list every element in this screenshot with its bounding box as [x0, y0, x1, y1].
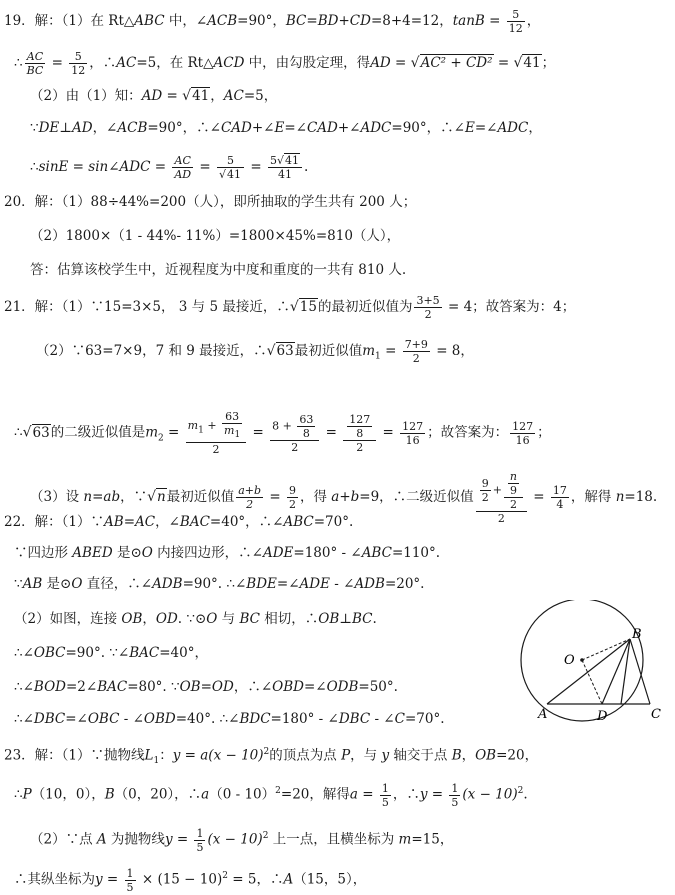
text: =: [380, 343, 401, 359]
text: =: [378, 424, 399, 441]
text: =: [390, 55, 411, 71]
text: ，: [210, 88, 224, 104]
text: OBC: [87, 711, 120, 727]
text: ∴∠: [14, 645, 34, 661]
text: ADB: [354, 576, 385, 592]
text: .: [523, 786, 528, 803]
text: = 5，∴: [227, 871, 284, 888]
fraction: $\frac{1}{5}$: [451, 781, 459, 809]
text: （0 - 10）: [209, 786, 276, 803]
text: OBD: [272, 679, 304, 695]
p23-line1: [4, 742, 538, 771]
p19-line4: [30, 118, 542, 138]
text: OB: [121, 611, 143, 627]
text: AD: [370, 55, 391, 71]
text: BD: [317, 13, 339, 29]
text: =20，: [496, 747, 539, 764]
text: BC: [351, 611, 373, 627]
text: =: [357, 786, 378, 803]
text: ADC: [360, 120, 392, 136]
text: =70°.: [404, 711, 445, 727]
p22-line2: [14, 543, 440, 563]
text: ，∴: [89, 55, 117, 71]
text: = 4；故答案为：4；: [443, 299, 576, 315]
text: =50°.: [358, 679, 398, 695]
text: ADC: [497, 120, 529, 136]
text: BDE: [246, 576, 277, 592]
text: 相切，∴: [259, 611, 319, 627]
text: ∵四边形: [14, 545, 73, 561]
sqrt: 63: [276, 343, 294, 359]
fraction: $\frac{5√41}{41}$: [268, 154, 302, 181]
fraction: $\frac{\frac{127}{8}}{2}$: [343, 413, 376, 454]
text: =40°. ∴∠: [175, 711, 240, 727]
text: ，解得: [570, 489, 616, 505]
text: =∠: [276, 576, 300, 592]
text: ∴∠: [14, 711, 34, 727]
text: 直径，∴∠: [82, 576, 153, 592]
text: AD: [141, 88, 163, 104]
text: =5，: [243, 88, 278, 104]
text: ODB: [326, 679, 359, 695]
text: （15，5），: [293, 871, 367, 888]
text: ADE: [299, 576, 330, 592]
p19-line3: （2）由（1）知：AD = √41，AC=5，: [30, 88, 278, 104]
p20-line3: 答：估算该校学生中，近视程度为中度和重度的一共有 810 人.: [30, 262, 407, 278]
text: ADB: [152, 576, 183, 592]
fraction: $m_1$ + $\frac{63}{m_1}$ 2: [186, 410, 247, 456]
text: =8+4=12，: [370, 13, 453, 29]
fraction: $\frac{AC}{BC}$: [26, 50, 44, 77]
text: ∵: [30, 120, 39, 136]
text: ，∴∠: [233, 679, 273, 695]
text: . ∵⊙: [177, 611, 207, 627]
p22-line3: [14, 574, 424, 594]
text: （2）∵点: [30, 831, 97, 848]
label-b: B: [632, 627, 642, 642]
text: =∠: [284, 120, 307, 136]
text: ；: [541, 55, 556, 71]
text: AC: [135, 514, 156, 530]
text: =: [150, 159, 171, 175]
text: =: [102, 871, 123, 888]
p19-line1: [4, 8, 540, 35]
text: DE: [38, 120, 60, 136]
text: ；: [537, 424, 551, 441]
text: OB: [318, 611, 340, 627]
text: OBC: [33, 645, 66, 661]
text: +∠: [251, 120, 275, 136]
text: BDC: [239, 711, 271, 727]
text: ABED: [72, 545, 113, 561]
fraction: $\frac{7+9}{2}$: [404, 338, 428, 365]
text: OB: [475, 747, 497, 764]
text: 最初近似值: [294, 343, 363, 359]
text: 内接四边形，∴∠: [152, 545, 263, 561]
text: ADE: [262, 545, 294, 561]
text: sin∠ADC: [88, 159, 151, 175]
text: ACB: [207, 13, 238, 29]
p21-line1: 21．解：（1）∵15=3×5， 3 与 5 最接近，∴√15的最初近似值为 $\frac{3+5}{2}$ = 4；故答案为：4；: [4, 294, 576, 321]
text: =: [321, 424, 342, 441]
text: - ∠: [329, 576, 355, 592]
text: ACB: [117, 120, 148, 136]
text: 最初近似值: [166, 489, 235, 505]
text: A: [283, 871, 294, 888]
fraction: $\frac{5}{12}$: [508, 8, 523, 35]
text: n: [83, 489, 93, 505]
label-d: D: [597, 709, 608, 724]
text: y: [164, 831, 173, 848]
text: ∴: [14, 55, 23, 71]
superscript: 2: [517, 786, 524, 796]
superscript: 2: [263, 747, 270, 757]
p22-line4: [14, 609, 377, 629]
text: 为抛物线: [106, 831, 165, 848]
text: =∠: [65, 711, 88, 727]
text: O: [206, 611, 218, 627]
text: - ∠: [119, 711, 144, 727]
text: a+b: [331, 489, 360, 505]
fraction: $\frac{127}{16}$: [402, 419, 424, 447]
text: 的二级近似值是: [50, 424, 146, 441]
text: =180° - ∠: [293, 545, 362, 561]
fraction: $\frac{9}{2}$ + $\frac{\frac{n}{9}}{2}$ 2: [476, 470, 527, 525]
text: =90°. ∴∠: [182, 576, 247, 592]
text: 与: [217, 611, 240, 627]
sqrt: 15: [299, 299, 317, 315]
text: ab: [103, 489, 121, 505]
label-a: A: [538, 707, 548, 722]
p22-line7: [14, 709, 445, 729]
text: ∴∠: [14, 679, 34, 695]
text: - ∠: [370, 711, 395, 727]
p23-line4: [14, 866, 366, 894]
text: =: [265, 489, 285, 505]
text: m: [398, 831, 412, 848]
text: m: [145, 424, 159, 441]
p21-line3: ∴√63的二级近似值是$m_2$ = $m_1$ + $\frac{63}{m_1}$ 2 = 8 + $\frac{63}{8}$ 2 = $\frac{\frac{127}{8}}{2}$ = $\frac{127}{16}$ ；故答案为： $\frac{127}{16}$ ；: [14, 410, 551, 457]
text: =: [123, 514, 136, 530]
text: =40°，: [159, 645, 208, 661]
text: 上一点，且横坐标为: [268, 831, 399, 848]
p20-line1: 20．解：（1）88÷44%=200（人），即所抽取的学生共有 200 人；: [4, 194, 417, 210]
text: .: [372, 611, 377, 627]
text: y: [419, 786, 428, 803]
text: =: [248, 424, 269, 441]
text: B: [104, 786, 115, 803]
text: ⊥: [59, 120, 72, 136]
text: ：: [159, 747, 173, 764]
superscript: 2: [275, 786, 281, 796]
text: =: [306, 13, 318, 29]
text: =: [427, 786, 448, 803]
text: =: [163, 424, 184, 441]
text: OD: [211, 679, 234, 695]
text: =90°. ∵∠: [65, 645, 130, 661]
text: ∴: [30, 159, 39, 175]
text: （3）设: [30, 489, 84, 505]
text: =15，: [411, 831, 454, 848]
fraction: $\frac{1}{5}$: [126, 866, 134, 894]
text: ；故答案为：: [427, 424, 509, 441]
text: a: [349, 786, 358, 803]
segment-od: [582, 660, 602, 704]
text: （2）∵63=7×9，7 和 9 最接近，∴: [36, 343, 267, 359]
text: C: [394, 711, 405, 727]
text: ，与: [350, 747, 382, 764]
p20-line2: （2）1800×（1 - 44%- 11%）=1800×45%=810（人），: [30, 228, 401, 244]
text: ∵: [14, 576, 23, 592]
text: =: [246, 159, 266, 175]
text: 轴交于点: [389, 747, 452, 764]
text: B: [451, 747, 462, 764]
fraction: $\frac{1}{5}$: [196, 826, 204, 854]
sqrt: 41: [523, 55, 541, 71]
fraction: $\frac{127}{16}$: [512, 419, 534, 447]
text: y: [95, 871, 103, 888]
text: AB: [104, 514, 124, 530]
p22-line5: [14, 643, 208, 663]
text: ∴: [14, 424, 23, 441]
text: =180° - ∠: [270, 711, 339, 727]
subscript: 1: [375, 351, 381, 362]
fraction: $\frac{5}{√41}$: [217, 154, 244, 181]
text: m: [362, 343, 376, 359]
text: =: [529, 489, 549, 505]
text: ，∠: [155, 514, 180, 530]
text: =18.: [624, 489, 658, 505]
text: 19．解：（1）在 Rt△: [4, 13, 135, 29]
text: P: [341, 747, 351, 764]
text: =: [484, 13, 505, 29]
text: =40°，∴∠: [209, 514, 284, 530]
text: CD: [349, 13, 371, 29]
text: =: [162, 88, 183, 104]
text: （0，20），∴: [114, 786, 202, 803]
center-dot: [580, 658, 584, 662]
text: =: [493, 55, 514, 71]
text: 21．解：（1）∵15=3×5， 3 与 5 最接近，∴: [4, 299, 290, 315]
sqrt: 63: [32, 424, 50, 441]
text: DBC: [338, 711, 371, 727]
text: BOD: [33, 679, 66, 695]
text: ，: [142, 611, 156, 627]
fraction: $\frac{3+5}{2}$: [416, 294, 440, 321]
sqrt: 41: [192, 88, 210, 104]
fraction: $\frac{1}{5}$: [381, 781, 389, 809]
text: 中，由勾股定理，得: [244, 55, 371, 71]
text: OBD: [143, 711, 176, 727]
sqrt: AC² + CD²: [420, 55, 493, 71]
text: ABC: [361, 545, 392, 561]
fraction: $\frac{5}{12}$: [71, 50, 86, 77]
text: × (15 − 10): [137, 871, 223, 888]
text: ，: [526, 13, 541, 29]
p23-line2: [14, 781, 528, 809]
text: BAC: [97, 679, 128, 695]
p22-line1: [4, 512, 353, 532]
text: AC: [116, 55, 137, 71]
text: （2）由（1）知：: [30, 88, 142, 104]
text: ，∠: [92, 120, 118, 136]
text: =80°. ∵: [127, 679, 180, 695]
text: sinE: [38, 159, 69, 175]
text: 是⊙: [42, 576, 72, 592]
text: y = a(x − 10): [172, 747, 264, 764]
text: O: [141, 545, 153, 561]
text: =5，在 Rt△: [136, 55, 214, 71]
text: BAC: [129, 645, 160, 661]
text: （2）如图，连接: [14, 611, 122, 627]
text: =: [68, 159, 89, 175]
text: ⊥: [339, 611, 352, 627]
p21-line2: （2）∵63=7×9，7 和 9 最接近，∴√63最初近似值$m_1$ = $\frac{7+9}{2}$ = 8，: [36, 338, 474, 365]
text: ABC: [283, 514, 314, 530]
p19-line5: [30, 154, 308, 181]
text: =∠: [474, 120, 498, 136]
fraction: 8 + $\frac{63}{8}$ 2: [270, 413, 319, 454]
text: DBC: [33, 711, 66, 727]
text: ∴其纵坐标为: [14, 871, 95, 888]
text: +∠: [337, 120, 361, 136]
text: P: [22, 786, 32, 803]
text: A: [96, 831, 107, 848]
text: ，∵: [120, 489, 148, 505]
subscript: 1: [153, 756, 160, 767]
text: ABC: [134, 13, 165, 29]
text: =∠: [303, 679, 327, 695]
text: ，得: [299, 489, 332, 505]
text: L: [144, 747, 154, 764]
segment-ab: [547, 639, 630, 704]
text: 是⊙: [112, 545, 142, 561]
text: BC: [239, 611, 260, 627]
text: +: [338, 13, 350, 29]
text: =20，解得: [280, 786, 350, 803]
text: BAC: [179, 514, 210, 530]
geometry-figure: [520, 600, 670, 725]
fraction: $\frac{17}{4}$: [552, 484, 567, 511]
p23-line3: [30, 826, 453, 854]
text: =2∠: [65, 679, 98, 695]
text: E: [274, 120, 285, 136]
sqrt: n: [157, 489, 166, 505]
text: =9，∴二级近似值: [359, 489, 474, 505]
text: 23．解：（1）∵抛物线: [4, 747, 145, 764]
superscript: 2: [262, 831, 269, 841]
text: =: [172, 831, 193, 848]
text: =20°.: [384, 576, 425, 592]
text: AB: [22, 576, 43, 592]
label-o: O: [564, 653, 575, 668]
text: =70°.: [313, 514, 354, 530]
text: 的顶点为点: [269, 747, 342, 764]
fraction: $\frac{AC}{AD}$: [174, 154, 192, 181]
text: (x − 10): [462, 786, 518, 803]
text: =: [92, 489, 104, 505]
text: a: [201, 786, 210, 803]
text: (x − 10): [207, 831, 263, 848]
text: tanB: [452, 13, 485, 29]
text: OB: [179, 679, 201, 695]
text: AD: [71, 120, 93, 136]
text: E: [464, 120, 475, 136]
text: （10，0），: [31, 786, 105, 803]
fraction: $\frac{9}{2}$: [288, 484, 296, 511]
text: =110°.: [391, 545, 441, 561]
text: =: [47, 55, 68, 71]
text: y: [381, 747, 390, 764]
label-c: C: [651, 707, 661, 722]
text: CAD: [220, 120, 252, 136]
text: =: [200, 679, 212, 695]
text: =90°，∴∠: [147, 120, 221, 136]
text: ACD: [213, 55, 245, 71]
text: .: [303, 159, 309, 175]
p21-line4: （3）设 n=ab，∵√n最初近似值 $\frac{a+b}{2}$ = $\frac{9}{2}$ ，得 a+b=9，∴二级近似值 $\frac{9}{2}$ + $\frac{\frac{n}{9}}{2}$ 2 = $\frac{17}{4}$ ，解得 n=18.: [30, 470, 658, 525]
text: =90°，: [237, 13, 286, 29]
fraction: $\frac{a+b}{2}$: [238, 484, 262, 511]
text: = 8，: [431, 343, 474, 359]
text: ∴: [14, 786, 23, 803]
text: ，: [461, 747, 476, 764]
superscript: 2: [222, 871, 228, 881]
text: OD: [155, 611, 178, 627]
p19-line2: ∴ $\frac{AC}{BC}$ = $\frac{5}{12}$ ，∴AC=5，在 Rt△ACD 中，由勾股定理，得AD = √AC² + CD² = √41；: [14, 50, 556, 77]
text: ，∴: [392, 786, 420, 803]
text: 中，∠: [164, 13, 208, 29]
text: =90°，∴∠: [391, 120, 465, 136]
text: 22．解：（1）∵: [4, 514, 105, 530]
text: n: [615, 489, 625, 505]
text: =: [195, 159, 216, 175]
subscript: 2: [158, 433, 164, 444]
p22-line6: [14, 677, 398, 697]
text: BC: [285, 13, 307, 29]
text: O: [71, 576, 83, 592]
text: CAD: [306, 120, 338, 136]
text: 的最初近似值为: [317, 299, 413, 315]
text: ，: [528, 120, 542, 136]
text: AC: [223, 88, 244, 104]
